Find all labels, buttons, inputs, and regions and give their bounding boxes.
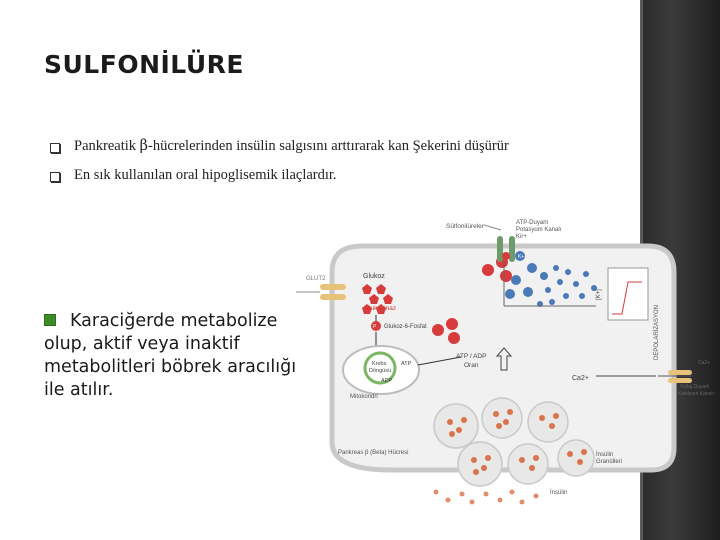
calcium-channel-label-2: Voltaj Duyarlı	[680, 384, 710, 390]
granules-label-1: İnsülin	[596, 452, 614, 458]
katp-label-1: ATP-Duyarlı	[516, 220, 549, 226]
calcium-channel-label-3: Kalsiyum Kanalı	[678, 391, 714, 397]
beta-cell-diagram	[296, 210, 720, 510]
calcium-label: Ca2+	[572, 375, 589, 382]
bullet-2	[50, 167, 337, 184]
katp-label-3: Kir+	[516, 234, 527, 240]
depolarization-graph	[608, 268, 648, 320]
bullet-2-text: En sık kullanılan oral hipoglisemik ilaçlardır.	[74, 167, 337, 183]
krebs-label-2: Döngüsü	[369, 368, 392, 374]
atp-label: ATP	[401, 361, 412, 367]
g6p-label: Glukoz-6-Fosfat	[384, 324, 427, 330]
granules-label-2: Granülleri	[596, 459, 623, 465]
bullet-box-icon	[44, 314, 56, 326]
glut2-label: GLUT2	[306, 276, 326, 282]
released-insulin	[434, 490, 539, 505]
insulin-label: İnsülin	[550, 490, 568, 496]
depolarization-label: DEPOLARİZASYON	[654, 304, 660, 360]
beta-cell-figure	[296, 210, 720, 510]
sulfonylurea-label: Sülfonilüreler	[446, 223, 484, 230]
glucokinase-label: Glukokinaz	[364, 305, 397, 312]
k-axis-label: [K+]	[596, 289, 602, 300]
k-label: K+	[518, 254, 525, 260]
mitochondria-label: Mitokondri	[350, 394, 378, 400]
ratio-label-2: Oran	[464, 362, 479, 369]
adp-label: ADP	[381, 378, 393, 384]
bullet-box-icon	[50, 143, 60, 153]
bullet-1	[50, 138, 509, 155]
cell-label: Pankreas β (Beta) Hücresi	[338, 450, 409, 456]
bullet-3-text: Karaciğerde metabolize olup, aktif veya inaktif metabolitleri böbrek aracılığı ile atılır.	[44, 311, 297, 400]
krebs-label-1: Krebs	[372, 361, 387, 367]
slide-title: SULFONİLÜRE	[44, 50, 244, 79]
bullet-1-text: Pankreatik β-hücrelerinden insülin salgısını arttırarak kan Şekerini düşürür	[74, 138, 509, 154]
bullet-box-icon	[50, 172, 60, 182]
katp-label-2: Potasyum Kanalı	[516, 227, 562, 233]
calcium-channel-label-1: Ca2+	[698, 360, 711, 366]
glucose-label: Glukoz	[363, 273, 385, 280]
bullet-3	[44, 310, 314, 402]
ratio-label-1: ATP / ADP	[456, 353, 487, 360]
phosphate-icon: P	[373, 324, 377, 330]
